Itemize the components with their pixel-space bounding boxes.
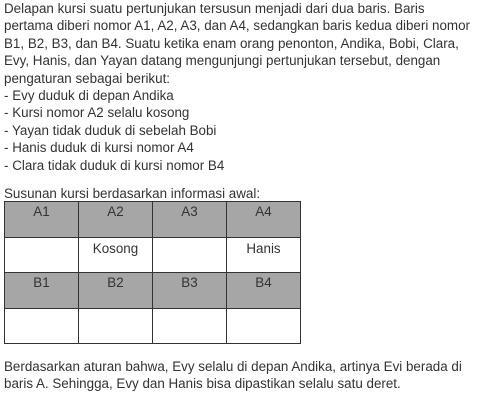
row-b-values xyxy=(5,309,301,344)
rule-item: - Hanis duduk di kursi nomor A4 xyxy=(4,139,476,156)
row-a-header xyxy=(5,202,301,238)
seat-label-a3: A3 xyxy=(153,202,227,238)
seat-value-a1 xyxy=(5,238,79,273)
intro-paragraph: Delapan kursi suatu pertunjukan tersusun menjadi dari dua baris. Baris pertama diberi nomor A1, A2, A3, dan A4, sedangkan baris kedua diberi nomor B1, B2, B3, dan B4. Suatu ketika enam orang penonton, Andika, Bobi, Clara, Evy, Hanis, dan Yayan datang mengunjungi pertunjukan tersebut, dengan pengaturan sebagai berikut: xyxy=(4,1,470,86)
seat-value-b3 xyxy=(153,309,227,344)
seat-label-a4: A4 xyxy=(227,202,301,238)
table-title: Susunan kursi berdasarkan informasi awal: xyxy=(4,186,261,201)
seat-label-a1: A1 xyxy=(5,202,79,238)
rule-item: - Yayan tidak duduk di sebelah Bobi xyxy=(4,122,476,139)
seat-value-a2: Kosong xyxy=(79,238,153,273)
rule-item: - Kursi nomor A2 selalu kosong xyxy=(4,104,476,121)
seat-value-b4 xyxy=(227,309,301,344)
seat-label-b1: B1 xyxy=(5,273,79,309)
row-b-header xyxy=(5,273,301,309)
problem-text xyxy=(4,0,476,174)
seat-label-a2: A2 xyxy=(79,202,153,238)
seat-label-b4: B4 xyxy=(227,273,301,309)
seat-table xyxy=(4,201,301,344)
seat-value-b2 xyxy=(79,309,153,344)
rules-list xyxy=(4,87,476,174)
conclusion-text: Berdasarkan aturan bahwa, Evy selalu di depan Andika, artinya Evi berada di baris A. Sehingga, Evy dan Hanis bisa dipastikan selalu satu deret. xyxy=(4,359,462,392)
rule-item: - Clara tidak duduk di kursi nomor B4 xyxy=(4,157,476,174)
seat-value-a4: Hanis xyxy=(227,238,301,273)
seat-label-b3: B3 xyxy=(153,273,227,309)
seat-value-a3 xyxy=(153,238,227,273)
seat-label-b2: B2 xyxy=(79,273,153,309)
seat-value-b1 xyxy=(5,309,79,344)
row-a-values xyxy=(5,238,301,273)
rule-item: - Evy duduk di depan Andika xyxy=(4,87,476,104)
